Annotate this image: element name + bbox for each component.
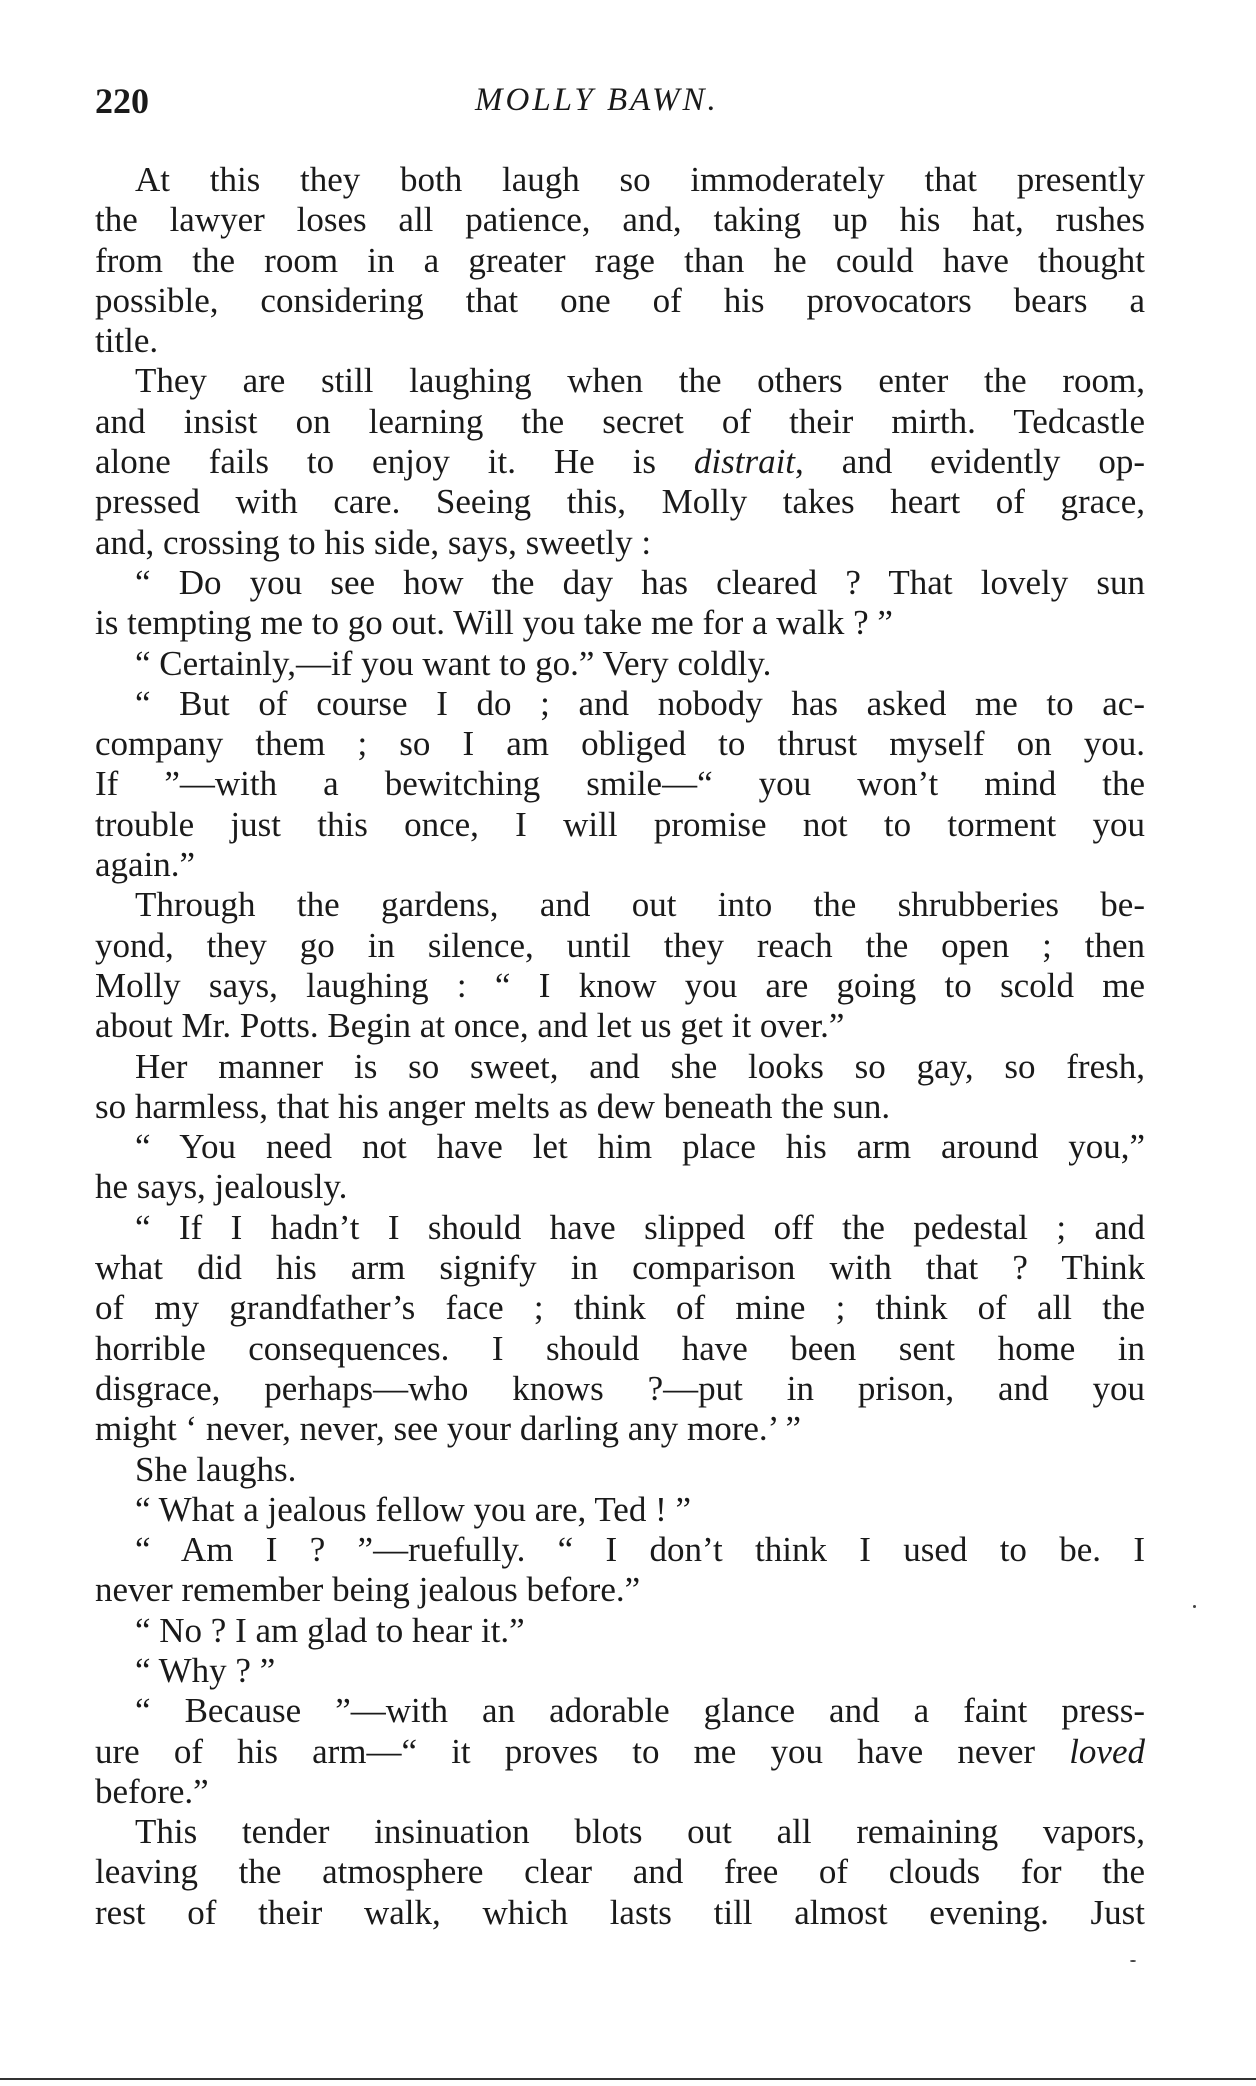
text-line: he says, jealously.	[95, 1167, 348, 1207]
text-line: They are still laughing when the others enter the room,	[135, 361, 1145, 401]
text-line: “ Because ”—with an adorable glance and a faint press-	[135, 1691, 1145, 1731]
text-line: company them ; so I am obliged to thrust myself on you.	[95, 724, 1145, 764]
text-line: before.”	[95, 1771, 209, 1811]
text-line: and insist on learning the secret of their mirth. Tedcastle	[95, 401, 1145, 441]
text-line: never remember being jealous before.”	[95, 1570, 641, 1610]
text-line: so harmless, that his anger melts as dew beneath the sun.	[95, 1086, 891, 1126]
text-line: If ”—with a bewitching smile—“ you won’t mind the	[95, 764, 1145, 804]
text-line: the lawyer loses all patience, and, taking up his hat, rushes	[95, 200, 1145, 240]
text-line: “ If I hadn’t I should have slipped off the pedestal ; and	[135, 1207, 1145, 1247]
text-line: “ Am I ? ”—ruefully. “ I don’t think I used to be. I	[135, 1530, 1145, 1570]
text-line: again.”	[95, 845, 196, 885]
text-line: might ‘ never, never, see your darling any more.’ ”	[95, 1409, 801, 1449]
text-line: “ What a jealous fellow you are, Ted ! ”	[135, 1489, 692, 1529]
text-line: horrible consequences. I should have been sent home in	[95, 1328, 1145, 1368]
text-line: alone fails to enjoy it. He is distrait, and evidently op-	[95, 442, 1145, 482]
text-line: yond, they go in silence, until they reach the open ; then	[95, 925, 1145, 965]
text-line: possible, considering that one of his provocators bears a	[95, 280, 1145, 320]
text-line: disgrace, perhaps—who knows ?—put in prison, and you	[95, 1368, 1145, 1408]
text-line: pressed with care. Seeing this, Molly takes heart of grace,	[95, 482, 1145, 522]
text-line: “ You need not have let him place his arm around you,”	[135, 1127, 1145, 1167]
text-line: “ Certainly,—if you want to go.” Very coldly.	[135, 643, 772, 683]
print-speck	[1193, 1605, 1196, 1608]
text-line: She laughs.	[135, 1449, 297, 1489]
text-line: about Mr. Potts. Begin at once, and let us get it over.”	[95, 1006, 845, 1046]
page-edge-rule	[0, 2078, 1256, 2080]
text-line: “ Do you see how the day has cleared ? That lovely sun	[135, 562, 1145, 602]
text-line: Molly says, laughing : “ I know you are going to scold me	[95, 965, 1145, 1005]
text-line: is tempting me to go out. Will you take me for a walk ? ”	[95, 603, 893, 643]
page-number: 220	[95, 81, 149, 121]
text-line: and, crossing to his side, says, sweetly :	[95, 522, 652, 562]
text-line: Her manner is so sweet, and she looks so gay, so fresh,	[135, 1046, 1145, 1086]
text-line: title.	[95, 321, 159, 361]
text-line: what did his arm signify in comparison with that ? Think	[95, 1248, 1145, 1288]
text-line: “ But of course I do ; and nobody has asked me to ac-	[135, 683, 1145, 723]
text-line: ure of his arm—“ it proves to me you have never loved	[95, 1731, 1145, 1771]
text-line: “ No ? I am glad to hear it.”	[135, 1610, 525, 1650]
page-header	[95, 80, 1145, 130]
text-line: trouble just this once, I will promise not to torment you	[95, 804, 1145, 844]
text-line: This tender insinuation blots out all remaining vapors,	[135, 1812, 1145, 1852]
body-text	[95, 160, 1145, 1933]
text-line: At this they both laugh so immoderately that presently	[135, 160, 1145, 199]
print-speck	[1130, 1960, 1136, 1962]
text-line: from the room in a greater rage than he could have thought	[95, 240, 1145, 280]
text-line: rest of their walk, which lasts till almost evening. Just	[95, 1892, 1145, 1932]
text-line: “ Why ? ”	[135, 1650, 276, 1690]
text-line: leaving the atmosphere clear and free of clouds for the	[95, 1852, 1145, 1892]
text-line: of my grandfather’s face ; think of mine ; think of all the	[95, 1288, 1145, 1328]
text-line: Through the gardens, and out into the shrubberies be-	[135, 885, 1145, 925]
running-head: MOLLY BAWN.	[475, 82, 719, 118]
